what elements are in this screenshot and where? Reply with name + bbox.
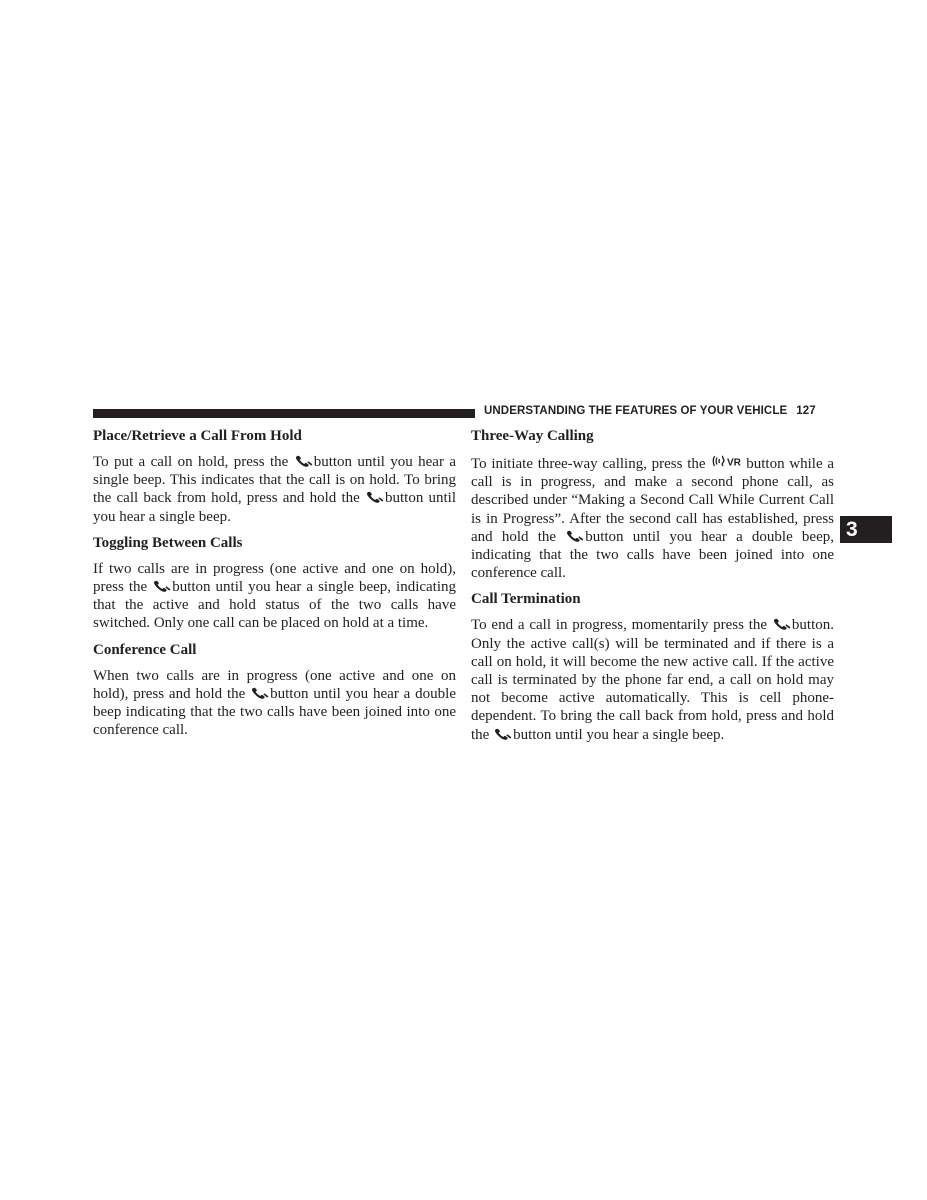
paragraph-hold: To put a call on hold, press the button until you hear a single beep. This indicates that the call is on hold. To bring the call back from hold, press and hold the button until you hear a single beep. bbox=[93, 454, 457, 525]
section-three-way bbox=[471, 427, 834, 582]
header-rule bbox=[93, 409, 475, 418]
section-toggle bbox=[93, 534, 456, 633]
header-title: UNDERSTANDING THE FEATURES OF YOUR VEHICLE bbox=[484, 405, 788, 417]
paragraph-three-way: To initiate three-way calling, press the VR button while a call is in progress, and make a second phone call, as described under “Making a Second Call While Current Call is in Progress”. After the second call has established, press and hold the button until you hear a double beep, indicating that the two calls have been joined into one conference call. bbox=[471, 453, 834, 582]
section-termination bbox=[471, 590, 834, 743]
page-number: 127 bbox=[796, 405, 816, 417]
phone-handset-icon bbox=[366, 491, 384, 503]
heading-hold: Place/Retrieve a Call From Hold bbox=[93, 428, 302, 444]
heading-conference: Conference Call bbox=[93, 641, 197, 658]
heading-termination: Call Termination bbox=[471, 591, 581, 608]
heading-toggle: Toggling Between Calls bbox=[93, 534, 243, 551]
paragraph-conference: When two calls are in progress (one active and one on hold), press and hold the button until you hear a double beep indicating that the two calls have been joined into one conference call. bbox=[93, 667, 457, 739]
phone-handset-icon bbox=[494, 728, 512, 740]
left-column bbox=[93, 427, 456, 747]
heading-three-way: Three-Way Calling bbox=[471, 428, 594, 444]
section-conference bbox=[93, 641, 456, 740]
phone-handset-icon bbox=[566, 530, 584, 542]
svg-text:VR: VR bbox=[727, 457, 742, 469]
phone-handset-icon bbox=[295, 455, 313, 467]
phone-handset-icon bbox=[773, 618, 791, 630]
paragraph-termination: To end a call in progress, momentarily press the button. Only the active call(s) will be terminated and if there is a call on hold, it will become the new active call. If the active call is terminated by the phone far end, a call on hold may not become active automatically. This is cell phone-dependent. To bring the call back from hold, press and hold the button until you hear a single beep. bbox=[471, 617, 835, 743]
voice-recognition-icon bbox=[711, 453, 745, 469]
right-column bbox=[471, 427, 834, 752]
section-hold bbox=[93, 427, 456, 526]
phone-handset-icon bbox=[153, 580, 171, 592]
paragraph-toggle: If two calls are in progress (one active and one on hold), press the button until you hear a single beep, indicating that the active and hold status of the two calls have switched. Only one call can be placed on hold at a time. bbox=[93, 560, 457, 632]
phone-handset-icon bbox=[251, 687, 269, 699]
running-header bbox=[484, 405, 816, 417]
chapter-tab: 3 bbox=[840, 516, 892, 543]
